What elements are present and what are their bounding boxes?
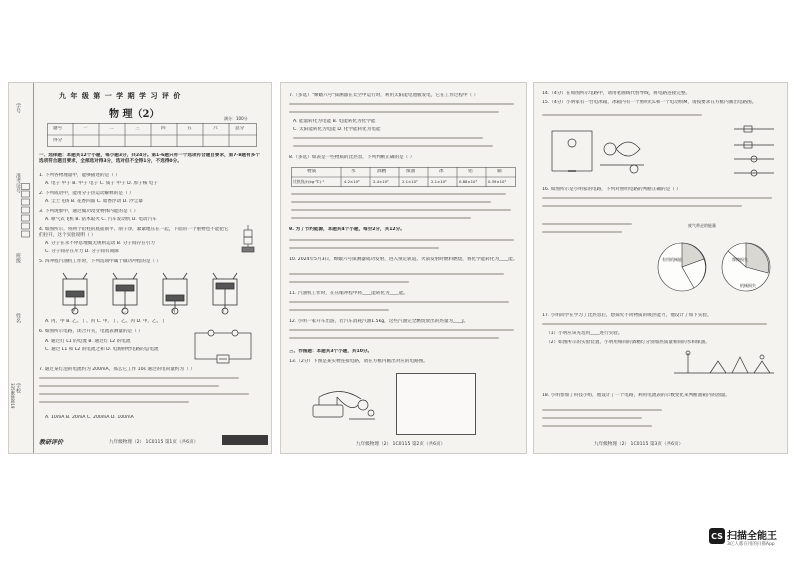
table-value-ice: 2.1×10³ [431,179,447,184]
exam-page-2 [280,82,527,454]
q11-stem: 11. 汽油机工作时，在压缩冲程中将____能转化为____能。 [289,291,409,296]
footer-tag [222,435,268,445]
text-line [542,323,767,325]
q17-stem: 17. 小明同学在学习了比热容后，想探究不同物质的吸热能力，他设计了如下实验。 [542,313,712,318]
subject-title: 物 理（2） [109,109,160,120]
exam-number-boxes [21,183,31,243]
q7-stem: 7.（多选）"嫦娥六号"探测器在太空中运行时，利用太阳能电池板发电，它在工作过程中（ ） [289,93,479,98]
text-line [289,309,389,311]
q17-part-1: （1）小明应该先选用____进行实验。 [546,331,623,336]
text-line [39,377,239,379]
pie-label-mechanical: 机械损失 [740,283,756,288]
text-line [542,223,632,225]
q12-stem: 12. 小明一家开车出游，若汽车消耗汽油1.5kg，这些汽油完全燃烧放出的热量为____J。 [289,319,469,324]
circuit-figure-q6 [189,329,259,365]
pie-label-useful: 有用机械能 [662,257,682,262]
barcode-digits: 3359808019 [10,383,15,409]
text-line [542,205,742,207]
energy-pie-figure [642,221,782,301]
q8-stem: 8.（多选）如表是一些物质的比热容，下列判断正确的是（ ） [289,155,415,160]
side-label-exam-no: 准考证号 [15,173,21,193]
physical-circuit-figure [311,383,381,425]
text-line [542,425,652,427]
q14-stem: 14.（4分）在如图所示电路中，请用笔画线代替导线，将电路连接完整。 [542,91,691,96]
text-line [542,197,772,199]
engine-strokes-figure [49,271,249,315]
score-header-4: 四 [161,126,166,131]
question-2: 2. 下列成语中，能用分子热运动解释的是（ ） [39,191,134,196]
question-5-options: A. 丙、甲 B. 乙、丁、丙 C. 甲、丁、乙、丙 D. 甲、乙、丁 [45,319,166,324]
answer-box-q13[interactable] [396,373,476,435]
q18-stem: 18. 小明参加了科技小组，他设计了一个电路，利用电流表的示数变化来判断油箱内的油量。 [542,393,730,398]
side-label-school: 学校 [15,383,21,393]
text-line [289,247,439,249]
score-header-2: 二 [109,126,114,131]
side-label-name: 姓名 [15,313,21,323]
text-line [289,239,514,241]
q15-stem: 15.（4分）小明家有一台电冰箱，冰箱内有一个照明灯L和一个电动机M，请按要求在方框内画出电路图。 [542,100,757,105]
side-label-student-id: 学号 [15,103,21,113]
question-3-options: A. 喷气式飞机 B. 钻木取火 C. 汽车发动机 D. 电动汽车 [45,217,157,222]
text-line [542,231,622,233]
score-header-total: 总分 [235,126,245,131]
score-table [47,123,257,147]
text-line [39,393,249,395]
fridge-circuit-figure [548,125,648,177]
fig-label-jia: 甲 [71,309,76,314]
table-header-copper: 铜 [497,169,502,174]
text-line [39,385,219,387]
table-header-aluminum: 铝 [468,169,473,174]
fig-label-ding: 丁 [221,309,226,314]
score-header-3: 三 [135,126,140,131]
text-line [289,281,409,283]
table-header-kerosene: 煤油 [406,169,416,174]
symbol-key-figure [684,123,779,179]
text-line [289,301,509,303]
q7-options-cd: C. 太阳能转化为电能 D. 化学能转化为电能 [293,127,381,132]
score-header-label: 题号 [53,126,63,131]
stamp-label: 教研评价 [39,439,64,446]
text-line [291,209,511,211]
question-1: 1. 下列各物理量中，能够描述的是（ ） [39,173,120,178]
pie-label-friction: 摩擦损失 [732,257,748,262]
question-4-options-cd: C. 分子间存在斥力 D. 分子间有间隙 [45,249,119,254]
table-header-alcohol: 酒精 [377,169,387,174]
q13-stem: 13.（2分）下图是某实物连接电路，请在方框内画出对应的电路图。 [289,359,428,364]
camscanner-logo-icon: CS [709,528,725,544]
camscanner-brand: 扫描全能王 [727,531,777,542]
exam-page-1 [8,82,272,454]
page-2-footer: 九年级物理（2） 1C0115 第2页（共6页） [356,442,446,447]
score-header-6: 六 [213,126,218,131]
pie-label-exhaust: 废气带走的能量 [688,223,716,228]
score-header-5: 五 [187,126,192,131]
fig-label-yi: 乙 [121,309,126,314]
section-1-title: 一、选择题：本题共12个小题，每小题3分，共24分。第1-6题只有一个选项符合题目要求，第7-8题有多个选项符合题目要求，全部选对得3分，选对但不全得1分，不选得0分。 [39,153,260,164]
text-line [293,137,483,139]
section-3-title: 三、作图题：本题共3个小题，共10分。 [289,349,373,354]
question-4-options-ab: A. 分子在永不停息地做无规则运动 B. 分子间存在引力 [45,241,155,246]
table-value-copper: 0.39×10³ [488,179,506,184]
text-line [542,417,642,419]
text-line [289,103,514,105]
question-7-options: A. 10mA B. 20mA C. 200mA D. 100mA [45,415,134,420]
text-line [293,145,493,147]
q17-part-2: （2）如图所示的实验装置，小明用相同的酒精灯分别加热质量相同的水和煤油。 [546,340,710,345]
exam-page-3 [533,82,788,454]
table-header-ice: 冰 [439,169,444,174]
text-line [291,201,491,203]
score-row-label: 得分 [53,138,63,143]
question-6: 6. 如图所示电路，闭合开关，电流表测量的是（ ） [39,329,143,334]
section-2-title: 9. 为了节约能源，本题共4个小题，每空2分，共12分。 [289,227,405,232]
heating-experiment-figure [674,347,774,375]
question-7: 7. 通过某灯泡的电流约为 200mA，那么它工作 10s 通过的电荷量约为（ ） [39,367,195,372]
full-score-note: 满分：100分 [224,116,248,121]
text-line [39,401,189,403]
question-4: 4. 如图所示，将两个铅柱的底面削平、削干净，紧紧地压在一起，下面吊一个重物也不能把它们拉开，这个实验说明（ ） [39,227,229,238]
table-value-kerosene: 2.1×10³ [402,179,418,184]
question-6-option-c: C. 通过 L1 和 L2 的电流之和 D. 电源供给电路的总电流 [45,347,159,352]
text-line [542,409,662,411]
table-value-aluminum: 0.88×10³ [459,179,477,184]
question-2-options: A. 尘土飞扬 B. 花香四溢 C. 暗香浮动 D. 沙尘暴 [45,199,143,204]
text-line [289,337,499,339]
text-line [291,193,506,195]
q16-stem: 16. 如图所示是小明家的电路，下列对照明电路的判断正确的是（ ） [542,187,681,192]
side-label-class: 班级 [15,253,21,263]
text-line [289,273,504,275]
camscanner-tagline: 3亿人都在用的扫描App [727,542,775,547]
text-line [542,114,702,116]
table-row-label: 比热容/J·(kg·℃)⁻¹ [293,179,325,184]
table-value-alcohol: 2.4×10³ [373,179,389,184]
question-3: 3. 下列现象中，通过做功改变物体内能的是（ ） [39,209,139,214]
question-5: 5. 四冲程汽油机工作时，下列选项中属于做功冲程的是（ ） [39,259,162,264]
page-1-footer: 九年级物理（2） 1C0115 第1页（共6页） [109,440,199,445]
table-header-water: 水 [351,169,356,174]
score-header-1: 一 [83,126,88,131]
q7-options-ab: A. 能量转化为电能 B. 电能转化为化学能 [293,119,376,124]
text-line [291,217,471,219]
table-header-substance: 物质 [307,169,317,174]
question-6-options-ab: A. 通过灯 L1 的电流 B. 通过灯 L2 的电流 [45,339,131,344]
text-line [289,111,499,113]
exam-header: 九 年 级 第 一 学 期 学 习 评 价 [59,91,182,100]
specific-heat-table [291,167,516,187]
question-1-options: A. 电子 中子 B. 中子 电子 C. 质子 中子 D. 原子核 电子 [45,181,158,186]
page-3-footer: 九年级物理（2） 1C0115 第3页（共6页） [594,442,684,447]
text-line [289,329,514,331]
fig-label-bing: 丙 [171,309,176,314]
q10-stem: 10. 2024年5月3日，嫦娥六号探测器成功发射，进入预定轨道。火箭发射时燃料燃烧，将化学能转化为____能。 [289,257,518,262]
table-value-water: 4.2×10³ [344,179,360,184]
